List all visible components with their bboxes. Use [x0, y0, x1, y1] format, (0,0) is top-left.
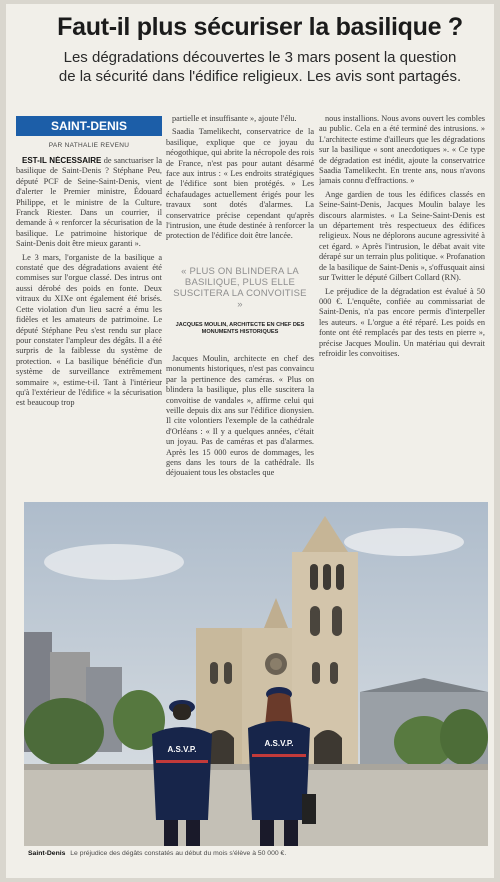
tower-window — [310, 564, 318, 590]
byline: PAR NATHALIE REVENU — [48, 142, 130, 149]
newspaper-page — [6, 4, 494, 878]
tree — [440, 709, 488, 765]
tower-window — [332, 606, 342, 636]
paragraph: Ange gardien de tous les édifices classés en Seine-Saint-Denis, Jacques Moulin balaye les discours alarmistes. « La Seine-Saint-Denis est un département très respectueux des édifices religieux. Nous ne déplorons aucune agressivité à cet égard. » Après l'intrusion, le débat avait vite dérapé sur un terrain plus politique. « Profanation de la basilique de Saint-Denis », s'offusquait ainsi sur Twitter le député Gilbert Collard (RN). — [319, 189, 485, 283]
caption-text: Le préjudice des dégâts constatés au début du mois s'élève à 50 000 €. — [70, 850, 287, 857]
bag — [302, 794, 316, 824]
photo-caption — [28, 850, 478, 857]
tower-window — [310, 606, 320, 636]
tower-window — [323, 564, 331, 590]
cloud — [344, 528, 464, 556]
paragraph: Le préjudice de la dégradation est évalué à 50 000 €. L'enquête, confiée au commissariat de Saint-Denis, n'a pas encore permis d'interpeller les auteurs. « L'orgue a été réparé. Les poids en fonte ont été remplacés par des tests en pierre », précise Jacques Moulin. Un matériau qui devrait refroidir les convoitises. — [319, 286, 485, 358]
standfirst-line-2: de la sécurité dans l'édifice religieux. Les avis sont partagés. — [58, 68, 462, 85]
tower-window — [336, 564, 344, 590]
cloud — [44, 544, 184, 580]
lead-in: EST-IL NÉCESSAIRE — [22, 156, 102, 165]
facade-window — [210, 662, 218, 684]
basilica-photo — [24, 502, 488, 846]
pull-quote-credit: JACQUES MOULIN, ARCHITECTE EN CHEF DES MONUMENTS HISTORIQUES — [175, 322, 305, 335]
tree — [24, 698, 104, 766]
standfirst — [30, 48, 490, 86]
facade-window — [330, 662, 338, 684]
paragraph: de sanctuariser la basilique de Saint-Denis ? Stéphane Peu, député PCF de Seine-Saint-Denis, vient d'alerter le Premier ministre, Édouard Philippe, et le ministre de la Culture, Franck Riester. Dans un courrier, il demande à « renforcer la sécurisation de la basilique. Le patrimoine historique de Saint-Denis doit être mieux garanti ». — [16, 156, 162, 249]
paragraph: partielle et insuffisante », ajoute l'élu. — [172, 114, 297, 123]
jacket-label: A.S.V.P. — [167, 745, 197, 754]
paragraph: Le 3 mars, l'organiste de la basilique a constaté que des dégradations avaient été commises sur l'orgue classé. Des intrus ont aussi dérobé des poids en fonte. Deux vitraux du XIXe ont également été brisés. Cette violation d'un lieu sacré a ému les fidèles et les amateurs de patrimoine. Le député Stéphane Peu s'est rendu sur place pour constater l'ampleur des dégâts. Il a été surpris de la faiblesse du système de protection. « La basilique bénéficie d'un système de surveillance extrêmement sommaire », estime-t-il. Tant à l'intérieur qu'à l'extérieur de l'édifice « la sécurisation est beaucoup trop — [16, 252, 162, 408]
rose-window-centre — [270, 658, 282, 670]
facade-window — [224, 662, 232, 684]
pull-quote: « PLUS ON BLINDERA LA BASILIQUE, PLUS ELLE SUSCITERA LA CONVOITISE » — [173, 266, 307, 310]
section-label: SAINT-DENIS — [16, 116, 162, 136]
standfirst-line-1: Les dégradations découvertes le 3 mars posent la question — [63, 49, 457, 66]
caption-place: Saint-Denis — [28, 850, 66, 857]
paragraph: Jacques Moulin, architecte en chef des monuments historiques, n'est pas convaincu par la pertinence des caméras. « Plus on blindera la basilique, plus elle suscitera la convoitise de vandales », affirme celui qui veille depuis dix ans sur l'édifice dionysien. Il cite volontiers l'exemple de la cathédrale d'Orléans : « Il y a quelques années, c'était un joyau. Pas de caméras et pas d'alarmes. Après les 15 000 euros de dommages, les gens dans les tours de la cathédrale. Ils déjouaient tous les obstacles que — [166, 354, 314, 478]
column-1 — [16, 156, 162, 502]
paragraph: Saadia Tamelikecht, conservatrice de la basilique, explique que ce joyau du néogothique, qui abrite la nécropole des rois de France, n'est pas pour autant désarmé face aux intrus : « Les endroits stratégiques de l'édifice sont bien protégés. » Les échafaudages actuellement érigés pour les travaux sont dotés d'alarmes. La conservatrice précise cependant qu'après l'intrusion, une étude destinée à renforcer la protection de l'édifice doit être lancée. — [166, 127, 314, 241]
basilica-illustration — [24, 502, 488, 846]
column-3 — [319, 114, 485, 500]
column-2-lower — [166, 354, 314, 500]
paragraph: nous installions. Nous avons ouvert les combles au public. Cela en a été terminé des intrusions. » L'architecte estime d'ailleurs que les dégradations sur la basilique « sont anecdotiques ». « Ce type de dégradation est inédit, ajoute la conservatrice Saadia Tamelikecht. En trente ans, nous n'avons jamais connu d'effractions. » — [319, 114, 485, 186]
headline: Faut-il plus sécuriser la basilique ? — [57, 13, 463, 41]
jacket-label: A.S.V.P. — [264, 739, 294, 748]
column-2 — [166, 114, 314, 254]
facade-window — [312, 662, 320, 684]
